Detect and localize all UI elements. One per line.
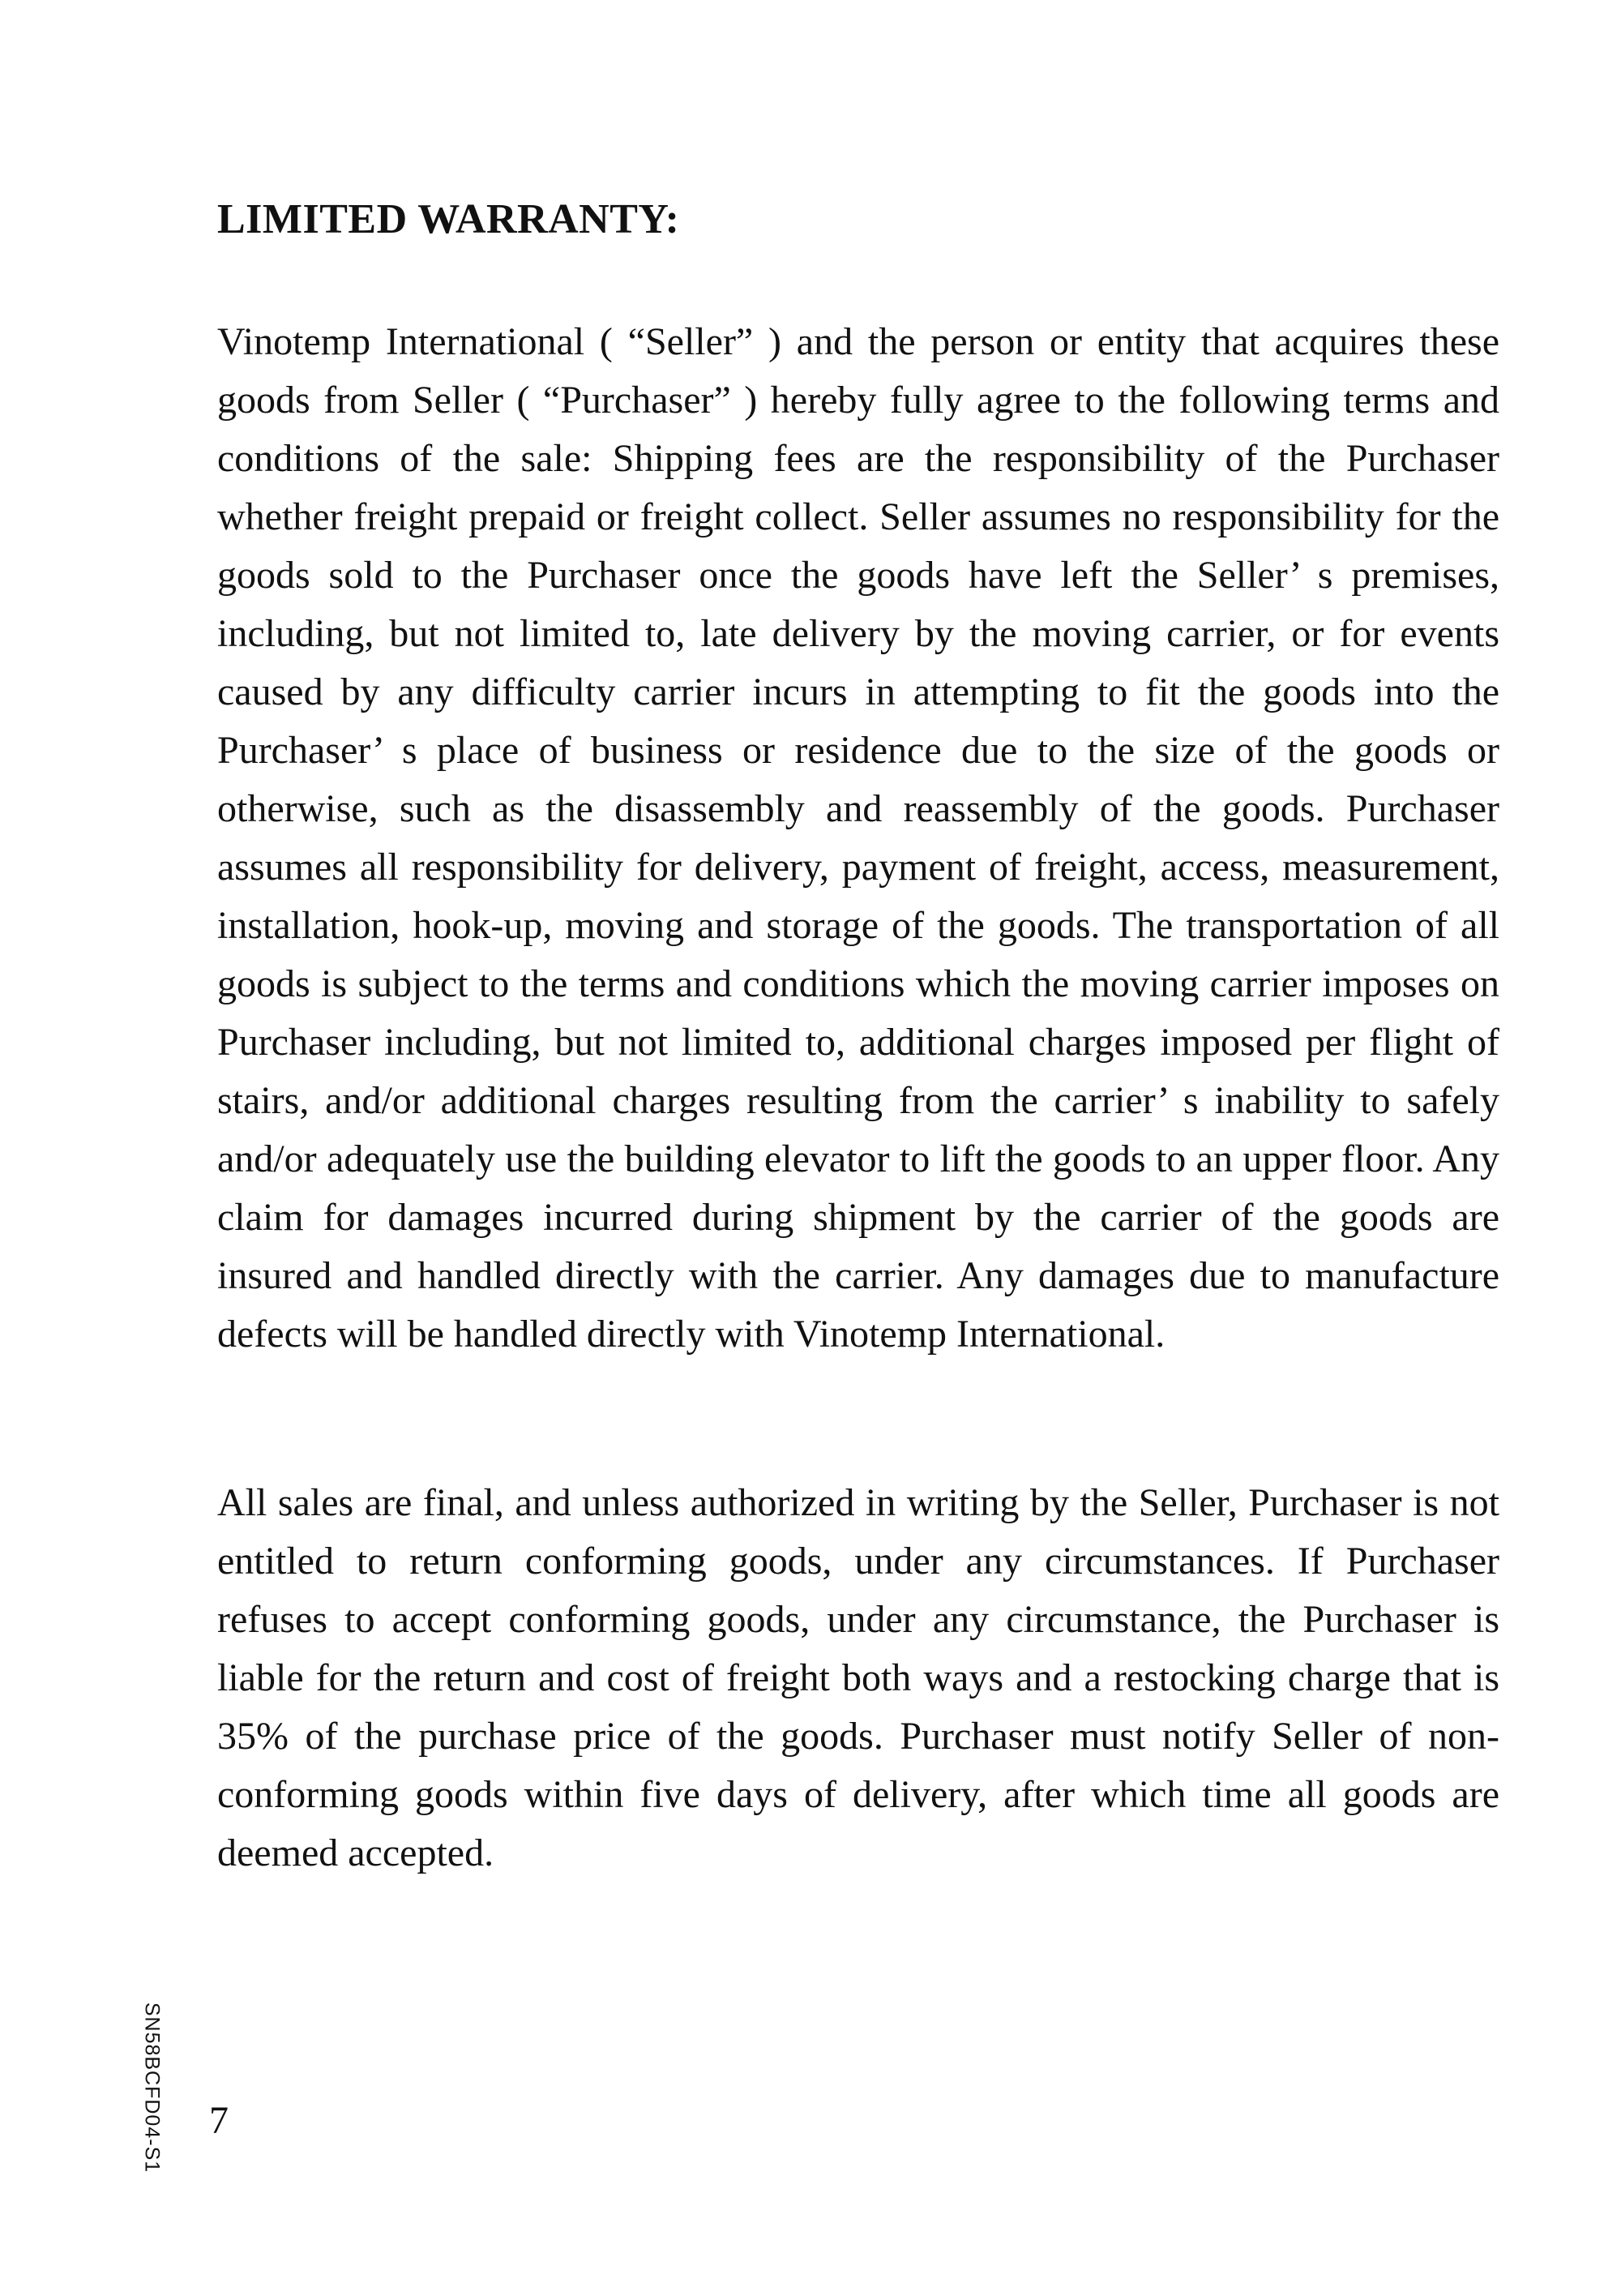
page-heading: LIMITED WARRANTY: — [217, 196, 680, 242]
warranty-paragraph-1: Vinotemp International ( “Seller” ) and the person or entity that acquires these goods from Seller ( “Purchaser” ) hereby fully agree to the following terms and conditions of the sale: Shipping fees are the responsibility of the Purchaser whether freight prepaid or freight collect. Seller assumes no responsibility for the goods sold to the Purchaser once the goods have left the Seller’ s premises, including, but not limited to, late delivery by the moving carrier, or for events caused by any difficulty carrier incurs in attempting to fit the goods into the Purchaser’ s place of business or residence due to the size of the goods or otherwise, such as the disassembly and reassembly of the goods. Purchaser assumes all responsibility for delivery, payment of freight, access, measurement, installation, hook-up, moving and storage of the goods. The transportation of all goods is subject to the terms and conditions which the moving carrier imposes on Purchaser including, but not limited to, additional charges imposed per flight of stairs, and/or additional charges resulting from the carrier’ s inability to safely and/or adequately use the building elevator to lift the goods to an upper floor. Any claim for damages incurred during shipment by the carrier of the goods are insured and handled directly with the carrier. Any damages due to manufacture defects will be handled directly with Vinotemp International. — [217, 320, 1499, 1356]
page-number: 7 — [209, 2099, 229, 2142]
document-code: SN58BCFD04-S1 — [140, 2002, 164, 2174]
warranty-paragraph-2: All sales are final, and unless authorized in writing by the Seller, Purchaser is not entitled to return conforming goods, under any circumstances. If Purchaser refuses to accept conforming goods, under any circumstance, the Purchaser is liable for the return and cost of freight both ways and a restocking charge that is 35% of the purchase price of the goods. Purchaser must notify Seller of non-conforming goods within five days of delivery, after which time all goods are deemed accepted. — [217, 1481, 1499, 1874]
